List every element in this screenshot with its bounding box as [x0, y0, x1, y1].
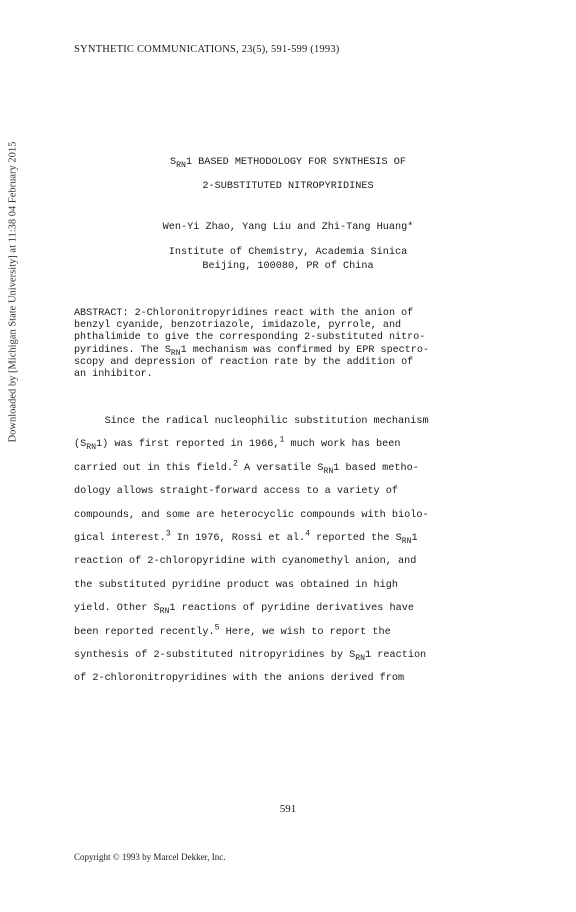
- article-title-line-1: [0, 157, 576, 168]
- footnote-ref: 2: [232, 459, 238, 469]
- affiliation-line-1: Institute of Chemistry, Academia Sinica: [168, 247, 408, 258]
- abstract-line: [74, 345, 514, 357]
- body-subscript: RN: [401, 536, 412, 546]
- body-line: [74, 644, 514, 667]
- body-subscript: RN: [159, 606, 170, 616]
- body-line: of 2-chloronitropyridines with the anions derived from: [74, 673, 405, 685]
- body-text-span: (S: [74, 439, 87, 451]
- footnote-ref: 3: [165, 529, 171, 539]
- title-s: S: [169, 157, 177, 168]
- body-line: the substituted pyridine product was obtained in high: [74, 579, 399, 591]
- title-line-1-text: 1 BASED METHODOLOGY FOR SYNTHESIS OF: [185, 157, 406, 168]
- body-line: compounds, and some are heterocyclic compounds with biolo-: [74, 509, 429, 521]
- body-text-span: gical interest.: [74, 532, 166, 544]
- abstract-line: scopy and depression of reaction rate by the addition of: [74, 356, 414, 368]
- body-text-span: carried out in this field.: [74, 462, 233, 474]
- copyright-notice: Copyright © 1993 by Marcel Dekker, Inc.: [74, 852, 226, 862]
- body-text-span: 1 based metho-: [333, 462, 419, 474]
- page-number: 591: [279, 803, 297, 815]
- footnote-ref: 1: [279, 435, 285, 445]
- abstract-line: benzyl cyanide, benzotriazole, imidazole, pyrrole, and: [74, 320, 402, 332]
- abstract-text: 1 mechanism was confirmed by EPR spectro-: [180, 344, 429, 356]
- body-text-span: A versatile S: [237, 462, 324, 474]
- article-title-line-2: 2-SUBSTITUTED NITROPYRIDINES: [202, 181, 374, 192]
- body-text-span: In 1976, Rossi et al.: [170, 532, 306, 544]
- abstract-line: an inhibitor.: [74, 369, 153, 381]
- abstract-subscript: RN: [170, 348, 181, 358]
- affiliation-line-2: Beijing, 100080, PR of China: [202, 261, 374, 272]
- journal-citation: SYNTHETIC COMMUNICATIONS, 23(5), 591-599 (1993): [74, 44, 340, 55]
- abstract-line: phthalimide to give the corresponding 2-substituted nitro-: [74, 332, 426, 344]
- body-text-span: synthesis of 2-substituted nitropyridines by S: [74, 649, 356, 661]
- abstract-line: ABSTRACT: 2-Chloronitropyridines react with the anion of: [74, 308, 414, 319]
- body-line: [74, 457, 514, 480]
- body-text-span: much work has been: [284, 439, 401, 451]
- abstract-text: pyridines. The S: [74, 344, 171, 356]
- body-text-span: Here, we wish to report the: [219, 626, 391, 638]
- body-line: [74, 597, 514, 620]
- body-line: [74, 621, 514, 644]
- title-subscript: RN: [176, 160, 186, 170]
- body-subscript: RN: [86, 443, 97, 453]
- body-line: [74, 433, 514, 456]
- body-text-span: 1 reactions of pyridine derivatives have: [169, 603, 414, 615]
- body-text-span: reported the S: [310, 532, 402, 544]
- footnote-ref: 5: [214, 623, 220, 633]
- abstract: [74, 308, 514, 381]
- body-text-span: been reported recently.: [74, 626, 215, 638]
- download-note: Downloaded by [Michigan State University] at 11:38 04 February 2015: [7, 141, 19, 443]
- body-line: reaction of 2-chloropyridine with cyanomethyl anion, and: [74, 556, 417, 568]
- body-text-span: 1) was first reported in 1966,: [96, 439, 280, 451]
- footnote-ref: 4: [305, 529, 311, 539]
- authors: Wen-Yi Zhao, Yang Liu and Zhi-Tang Huang*: [162, 222, 414, 233]
- body-text-span: 1: [411, 532, 418, 544]
- body-line: dology allows straight-forward access to a variety of: [74, 486, 399, 498]
- body-subscript: RN: [355, 653, 366, 663]
- body-line: Since the radical nucleophilic substitution mechanism: [74, 416, 429, 427]
- body-text: [74, 410, 514, 691]
- body-text-span: 1 reaction: [365, 649, 427, 661]
- body-line: [74, 527, 514, 550]
- body-subscript: RN: [323, 466, 334, 476]
- body-text-span: yield. Other S: [74, 603, 160, 615]
